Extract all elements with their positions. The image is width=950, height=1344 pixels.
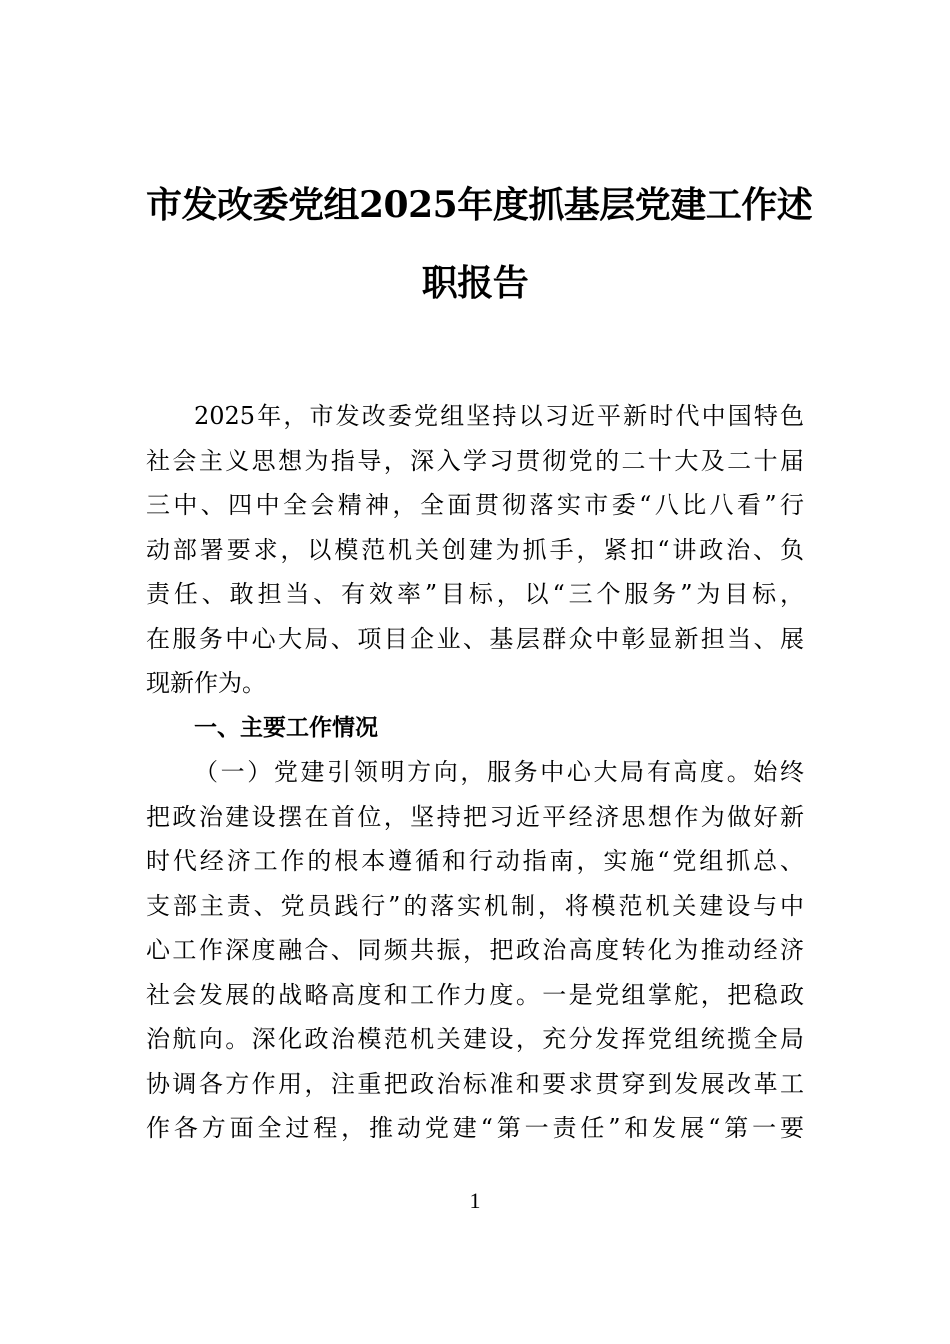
intro-line-7: 现新作为。 [146, 669, 266, 697]
subsection-line-9: 作各方面全过程，推动党建“第一责任”和发展“第一要 [146, 1114, 804, 1142]
title-line-1: 市发改委党组2025年度抓基层党建工作述 [146, 184, 813, 226]
intro-line-6: 在服务中心大局、项目企业、基层群众中彰显新担当、展 [146, 624, 804, 653]
subsection-line-8: 协调各方作用，注重把政治标准和要求贯穿到发展改革工 [146, 1069, 804, 1098]
subsection-first-line [146, 750, 804, 795]
subsection-line-5: 心工作深度融合、同频共振，把政治高度转化为推动经济 [146, 936, 804, 964]
subsection-line-7: 治航向。深化政治模范机关建设，充分发挥党组统揽全局 [146, 1025, 804, 1053]
intro-line-3: 三中、四中全会精神，全面贯彻落实市委“八比八看”行 [146, 491, 804, 519]
subsection-line-3: 时代经济工作的根本遵循和行动指南，实施“党组抓总、 [146, 847, 804, 875]
intro-line-2: 社会主义思想为指导，深入学习贯彻党的二十大及二十届 [146, 446, 804, 475]
page-number: 1 [469, 1188, 481, 1213]
subsection-first-line-rest: 始终 [753, 758, 804, 786]
intro-line-1: 2025年，市发改委党组坚持以习近平新时代中国特色 [194, 402, 804, 430]
subsection-heading: （一）党建引领明方向，服务中心大局有高度。 [194, 758, 754, 786]
subsection-line-4: 支部主责、党员践行”的落实机制，将模范机关建设与中 [146, 891, 804, 920]
document-title [146, 166, 813, 322]
document-body [146, 394, 804, 1151]
subsection-line-2: 把政治建设摆在首位，坚持把习近平经济思想作为做好新 [146, 802, 804, 831]
intro-line-5: 责任、敢担当、有效率”目标，以“三个服务”为目标， [146, 580, 804, 608]
title-line-2: 职报告 [421, 262, 529, 304]
subsection-line-6: 社会发展的战略高度和工作力度。一是党组掌舵，把稳政 [146, 980, 804, 1009]
section-heading: 一、主要工作情况 [194, 714, 378, 741]
intro-line-4: 动部署要求，以模范机关创建为抓手，紧扣“讲政治、负 [146, 535, 804, 564]
